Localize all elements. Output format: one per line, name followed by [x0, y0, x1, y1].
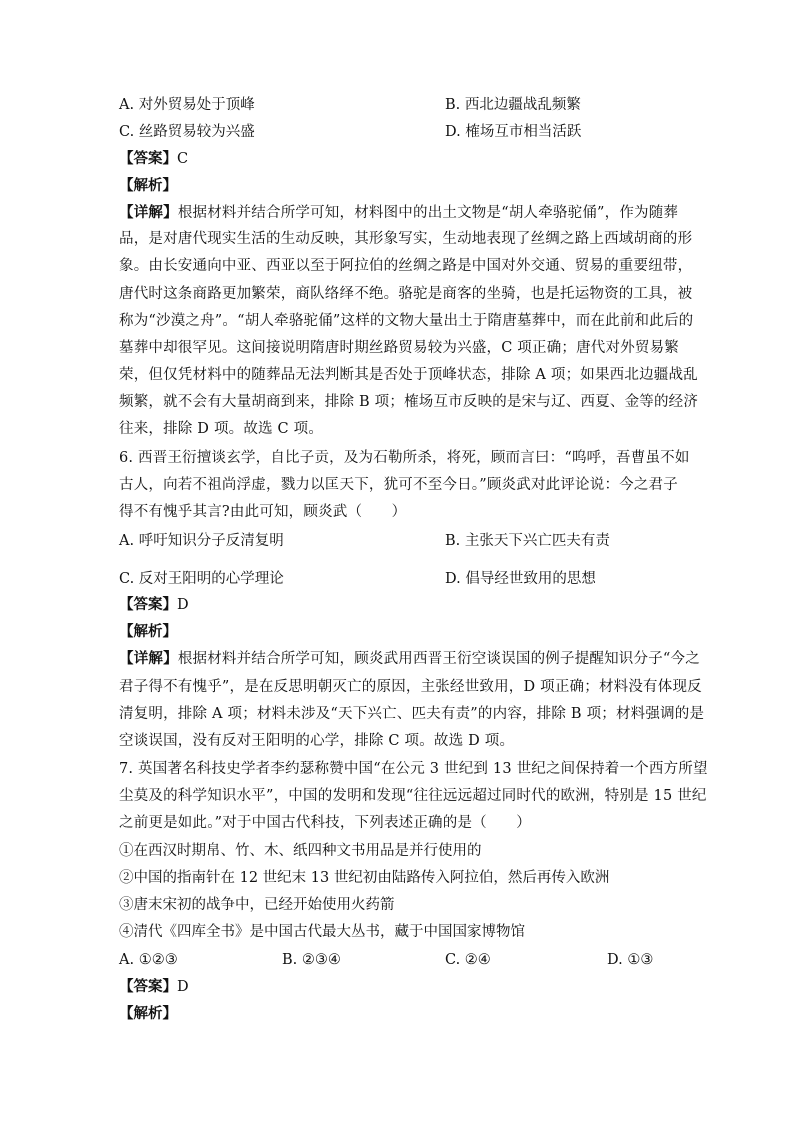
detail-text: 根据材料并结合所学可知，材料图中的出土文物是“胡人牵骆驼俑”，作为随葬 [177, 205, 679, 221]
answer-value: C [177, 151, 189, 167]
analysis-tag: 【解析】 [119, 623, 177, 640]
q6-answer [119, 595, 189, 615]
q5-answer [119, 149, 188, 169]
answer-value: D [177, 979, 189, 995]
analysis-tag: 【解析】 [119, 1005, 177, 1022]
q6-analysis-heading [119, 622, 177, 642]
q5-option-c: C. 丝路贸易较为兴盛 [119, 124, 255, 140]
q7-statement: ②中国的指南针在 12 世纪末 13 世纪初由陆路传入阿拉伯，然后再传入欧洲 [119, 870, 610, 886]
q6-detail-line [119, 649, 700, 669]
q6-stem-line: 古人，向若不祖尚浮虚，戮力以匡天下，犹可不至今日。”顾炎武对此评论说：今之君子 [119, 477, 678, 493]
q7-analysis-heading [119, 1004, 177, 1024]
q7-option-b: B. ②③④ [282, 952, 341, 968]
q7-stem-line: 尘莫及的科学知识水平”，中国的发明和发现“往往远远超过同时代的欧洲，特别是 15 世纪 [119, 788, 707, 804]
q5-option-a: A. 对外贸易处于顶峰 [119, 97, 255, 113]
q5-analysis-heading [119, 176, 177, 196]
q5-detail-line: 象。由长安通向中亚、西亚以至于阿拉伯的丝绸之路是中国对外交通、贸易的重要纽带， [119, 258, 693, 274]
detail-tag: 【详解】 [119, 204, 178, 221]
answer-value: D [177, 597, 189, 613]
q7-option-c: C. ②④ [445, 952, 491, 968]
q6-option-a: A. 呼吁知识分子反清复明 [119, 533, 284, 549]
q5-detail-line [119, 203, 678, 223]
q6-stem-line: 得不有愧乎其言?由此可知，顾炎武（ ） [119, 504, 407, 520]
q7-option-a: A. ①②③ [119, 952, 178, 968]
q5-detail-line: 唐代时这条商路更加繁荣，商队络绎不绝。骆驼是商客的坐骑，也是托运物资的工具，被 [119, 286, 693, 302]
q6-detail-line: 君子得不有愧乎”，是在反思明朝灭亡的原因，主张经世致用，D 项正确；材料没有体现反 [119, 679, 702, 695]
q7-answer [119, 977, 189, 997]
q6-detail-line: 清复明，排除 A 项；材料未涉及“天下兴亡、匹夫有责”的内容，排除 B 项；材料强调的是 [119, 706, 705, 722]
analysis-tag: 【解析】 [119, 177, 177, 194]
q5-detail-line: 往来，排除 D 项。故选 C 项。 [119, 421, 324, 437]
q5-detail-line: 墓葬中却很罕见。这间接说明隋唐时期丝路贸易较为兴盛，C 项正确；唐代对外贸易繁 [119, 340, 680, 356]
q6-option-c: C. 反对王阳明的心学理论 [119, 571, 284, 587]
q7-option-d: D. ①③ [607, 952, 654, 968]
q5-detail-line: 荣，但仅凭材料中的随葬品无法判断其是否处于顶峰状态，排除 A 项；如果西北边疆战乱 [119, 367, 698, 383]
answer-tag: 【答案】 [119, 596, 177, 613]
detail-tag: 【详解】 [119, 650, 178, 667]
q7-stem-line: 之前更是如此。”对于中国古代科技，下列表述正确的是（ ） [119, 815, 531, 831]
q7-statement: ④清代《四库全书》是中国古代最大丛书，藏于中国国家博物馆 [119, 924, 525, 940]
q5-detail-line: 频繁，就不会有大量胡商到来，排除 B 项；榷场互市反映的是宋与辽、西夏、金等的经济 [119, 394, 699, 410]
q6-stem-line: 6. 西晋王衍擅谈玄学，自比子贡，及为石勒所杀，将死，顾而言曰：“呜呼，吾曹虽不如 [119, 450, 690, 466]
q6-option-b: B. 主张天下兴亡匹夫有责 [445, 533, 610, 549]
q5-detail-line: 称为“沙漠之舟”。“胡人牵骆驼俑”这样的文物大量出土于隋唐墓葬中，而在此前和此后的 [119, 313, 694, 329]
q6-detail-line: 空谈误国，没有反对王阳明的心学，排除 C 项。故选 D 项。 [119, 733, 515, 749]
q7-stem-line: 7. 英国著名科技史学者李约瑟称赞中国“在公元 3 世纪到 13 世纪之间保持着一个西方所望 [119, 761, 708, 777]
answer-tag: 【答案】 [119, 150, 177, 167]
q6-option-d: D. 倡导经世致用的思想 [445, 571, 596, 587]
q7-statement: ①在西汉时期帛、竹、木、纸四种文书用品是并行使用的 [119, 843, 482, 859]
q5-detail-line: 品，是对唐代现实生活的生动反映，其形象写实，生动地表现了丝绸之路上西域胡商的形 [119, 231, 693, 247]
q7-statement: ③唐末宋初的战争中，已经开始使用火药箭 [119, 897, 395, 913]
q5-option-d: D. 榷场互市相当活跃 [445, 124, 582, 140]
answer-tag: 【答案】 [119, 978, 177, 995]
detail-text: 根据材料并结合所学可知，顾炎武用西晋王衍空谈误国的例子提醒知识分子“今之 [177, 651, 700, 667]
q5-option-b: B. 西北边疆战乱频繁 [445, 97, 581, 113]
